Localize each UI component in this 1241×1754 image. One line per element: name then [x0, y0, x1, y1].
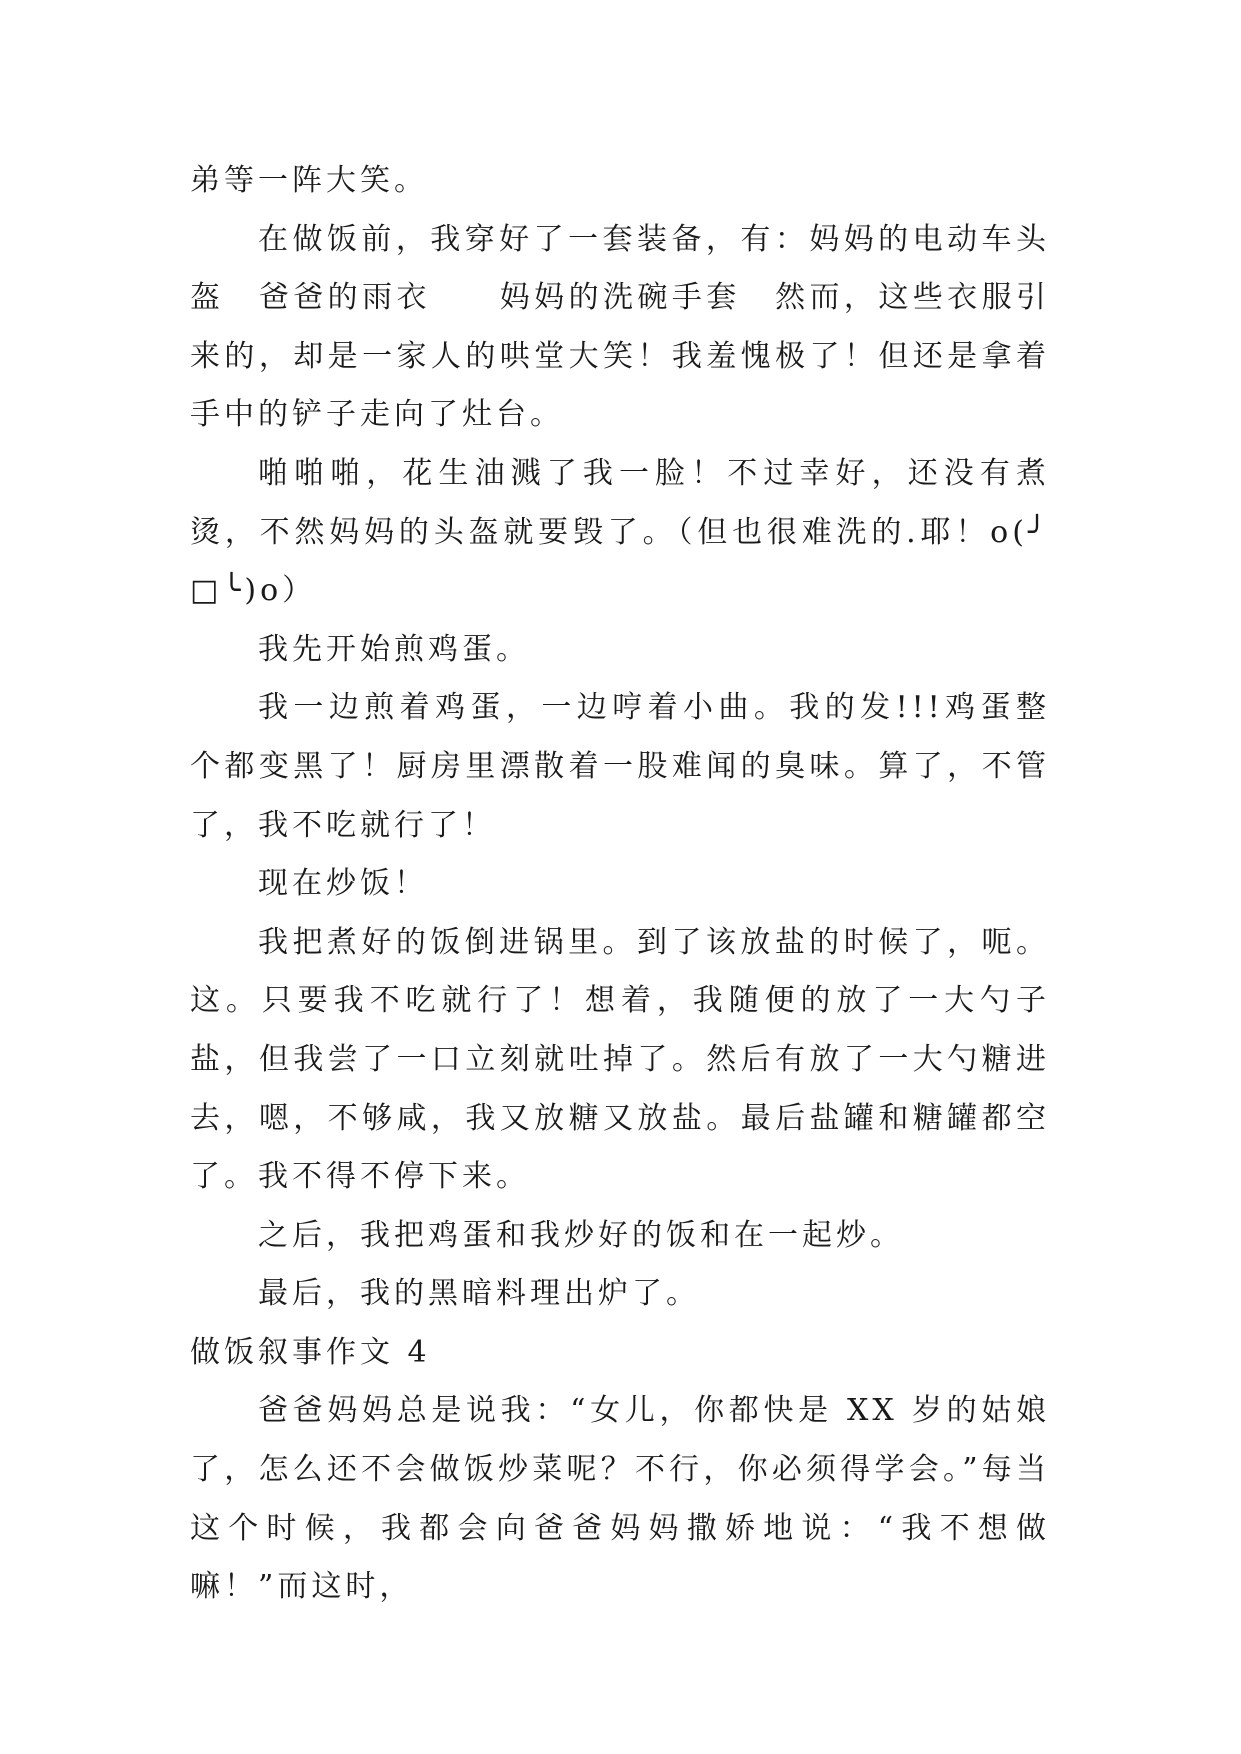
paragraph-3: 啪啪啪，花生油溅了我一脸！不过幸好，还没有煮烫，不然妈妈的头盔就要毁了。（但也很难洗的.耶！o(╯□╰)o）	[190, 455, 1050, 609]
paragraph-8: 之后，我把鸡蛋和我炒好的饭和在一起炒。	[258, 1217, 904, 1253]
paragraph-4: 我先开始煎鸡蛋。	[258, 631, 530, 667]
paragraph-6: 现在炒饭！	[258, 866, 428, 902]
document-page	[190, 152, 1050, 1617]
section-heading: 做饭叙事作文 4	[190, 1334, 431, 1370]
paragraph-2: 在做饭前，我穿好了一套装备，有：妈妈的电动车头盔 爸爸的雨衣 妈妈的洗碗手套 然而，这些衣服引来的，却是一家人的哄堂大笑！我羞愧极了！但还是拿着手中的铲子走向了灶台。	[190, 221, 1050, 433]
paragraph-10: 爸爸妈妈总是说我：“女儿，你都快是 XX 岁的姑娘了，怎么还不会做饭炒菜呢？不行，你必须得学会。”每当这个时候，我都会向爸爸妈妈撒娇地说：“我不想做嘛！”而这时，	[190, 1393, 1050, 1605]
paragraph-7: 我把煮好的饭倒进锅里。到了该放盐的时候了，呃。这。只要我不吃就行了！想着，我随便的放了一大勺子盐，但我尝了一口立刻就吐掉了。然后有放了一大勺糖进去，嗯，不够咸，我又放糖又放盐。最后盐罐和糖罐都空了。我不得不停下来。	[190, 924, 1050, 1195]
paragraph-5: 我一边煎着鸡蛋，一边哼着小曲。我的发!!!鸡蛋整个都变黑了！厨房里漂散着一股难闻的臭味。算了，不管了，我不吃就行了！	[190, 690, 1050, 843]
paragraph-1: 弟等一阵大笑。	[190, 163, 428, 198]
paragraph-9: 最后，我的黑暗料理出炉了。	[258, 1276, 700, 1312]
